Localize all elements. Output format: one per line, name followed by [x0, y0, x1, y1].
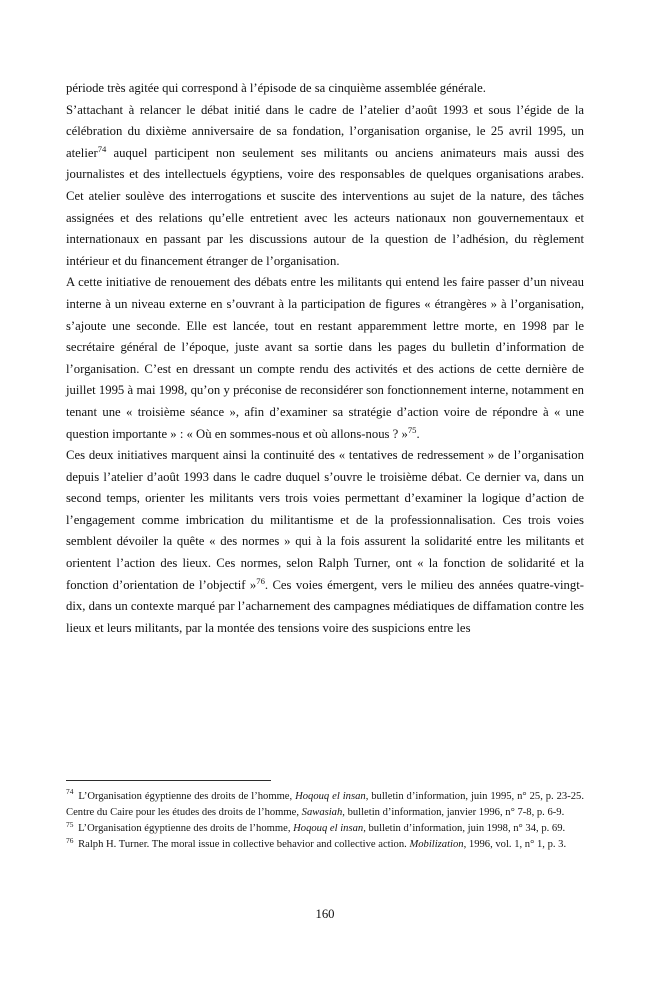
text-run: , bulletin d’information, juin 1995, n° 25, p. 23-25. Centre du Caire pour les études des droits de l’homme,	[66, 791, 584, 819]
text-run: auquel participent non seulement ses militants ou anciens animateurs mais aussi des journalistes et des intellectuels égyptiens, voire des responsables de quelques organisations arabes. Cet atelier soulève des interrogations et suscite des interventions au sujet de la nature, des tâches assignées et des relations qu’elle entretient avec les acteurs nationaux non gouvernementaux et internationaux en passant par les discussions autour de la question de l’adhésion, du règlement intérieur et du financement étranger de l’organisation.	[66, 145, 584, 268]
text-run: Ralph H. Turner. The moral issue in collective behavior and collective action.	[78, 839, 410, 851]
footnote-separator-rule	[66, 780, 271, 781]
body-text-column	[66, 78, 584, 639]
footnotes-section	[66, 780, 584, 853]
text-run: L’Organisation égyptienne des droits de l’homme,	[78, 823, 294, 835]
text-run: . Ces voies émergent, vers le milieu des années quatre-vingt-dix, dans un contexte marqué par l’acharnement des campagnes médiatiques de diffamation contre les lieux et leurs militants, par la montée des tensions voire des suspicions entre les	[66, 577, 584, 635]
text-run: .	[416, 426, 420, 441]
text-run: , 1996, vol. 1, n° 1, p. 3.	[463, 839, 567, 851]
text-run: S’attachant à relancer le débat initié dans le cadre de l’atelier d’août 1993 et sous l’égide de la célébration du dixième anniversaire de sa fondation, l’organisation organise, le 25 avril 1995, un atelier	[66, 102, 584, 160]
footnote-marker-74[interactable]: 74	[66, 787, 74, 797]
text-run: A cette initiative de renouement des débats entre les militants qui entend les faire passer d’un niveau interne à un niveau externe en s’ouvrant à la participation de figures « étrangères » à l’organisation, s’ajoute une seconde. Elle est lancée, tout en restant apparemment lettre morte, en 1998 par le secrétaire général de l’époque, juste avant sa sortie dans les pages du bulletin d’information de l’organisation. C’est en dressant un compte rendu des activités et des actions de cette dernière de juillet 1995 à mai 1998, qu’on y préconise de reconsidérer son fonctionnement interne, notamment en tenant une « troisième séance », afin d’examiner sa stratégie d’action voire de répondre à « une question importante » : « Où en sommes-nous et où allons-nous ? »	[66, 275, 584, 441]
italic-title: Sawasiah	[301, 807, 343, 819]
body-paragraph	[66, 445, 584, 639]
italic-title: Hoqouq el insan	[293, 823, 364, 835]
text-run: , bulletin d’information, juin 1998, n° 34, p. 69.	[363, 823, 566, 835]
page-number: 160	[315, 907, 335, 921]
body-paragraph	[66, 272, 584, 445]
footnote-reference-76[interactable]: 76	[256, 575, 265, 586]
footnote-marker-75[interactable]: 75	[66, 819, 74, 829]
body-paragraph: période très agitée qui correspond à l’épisode de sa cinquième assemblée générale.	[66, 81, 486, 95]
footnote-reference-74[interactable]: 74	[97, 143, 107, 154]
italic-title: Hoqouq el insan	[295, 791, 366, 802]
text-run: Ces deux initiatives marquent ainsi la continuité des « tentatives de redressement » de l’organisation depuis l’atelier d’août 1993 dans le cadre duquel s’ouvre le troisième débat. Ce dernier va, dans un second temps, orienter les militants vers trois voies permettant d’examiner la logique d’action de l’engagement comme imbrication du militantisme et de la professionnalisation. Ces trois voies semblent dévoiler la quête « des normes » qui à la fois assurent la solidarité entre les militants et orientent l’action des lieux. Ces normes, selon Ralph Turner, ont « la fonction de solidarité et la fonction d’orientation de l’objectif »	[66, 448, 584, 592]
italic-title: Mobilization	[409, 839, 464, 851]
text-run: , bulletin d’information, janvier 1996, n° 7-8, p. 6-9.	[342, 807, 565, 819]
footnote-75	[66, 821, 584, 837]
text-run: L’Organisation égyptienne des droits de l’homme,	[78, 791, 296, 802]
footnote-74	[66, 789, 584, 821]
body-paragraphs	[66, 78, 584, 639]
footnote-reference-75[interactable]: 75	[407, 424, 417, 435]
body-paragraph	[66, 100, 584, 273]
footnote-marker-76[interactable]: 76	[66, 835, 74, 845]
footnote-list	[66, 789, 584, 853]
footnote-76	[66, 837, 584, 853]
